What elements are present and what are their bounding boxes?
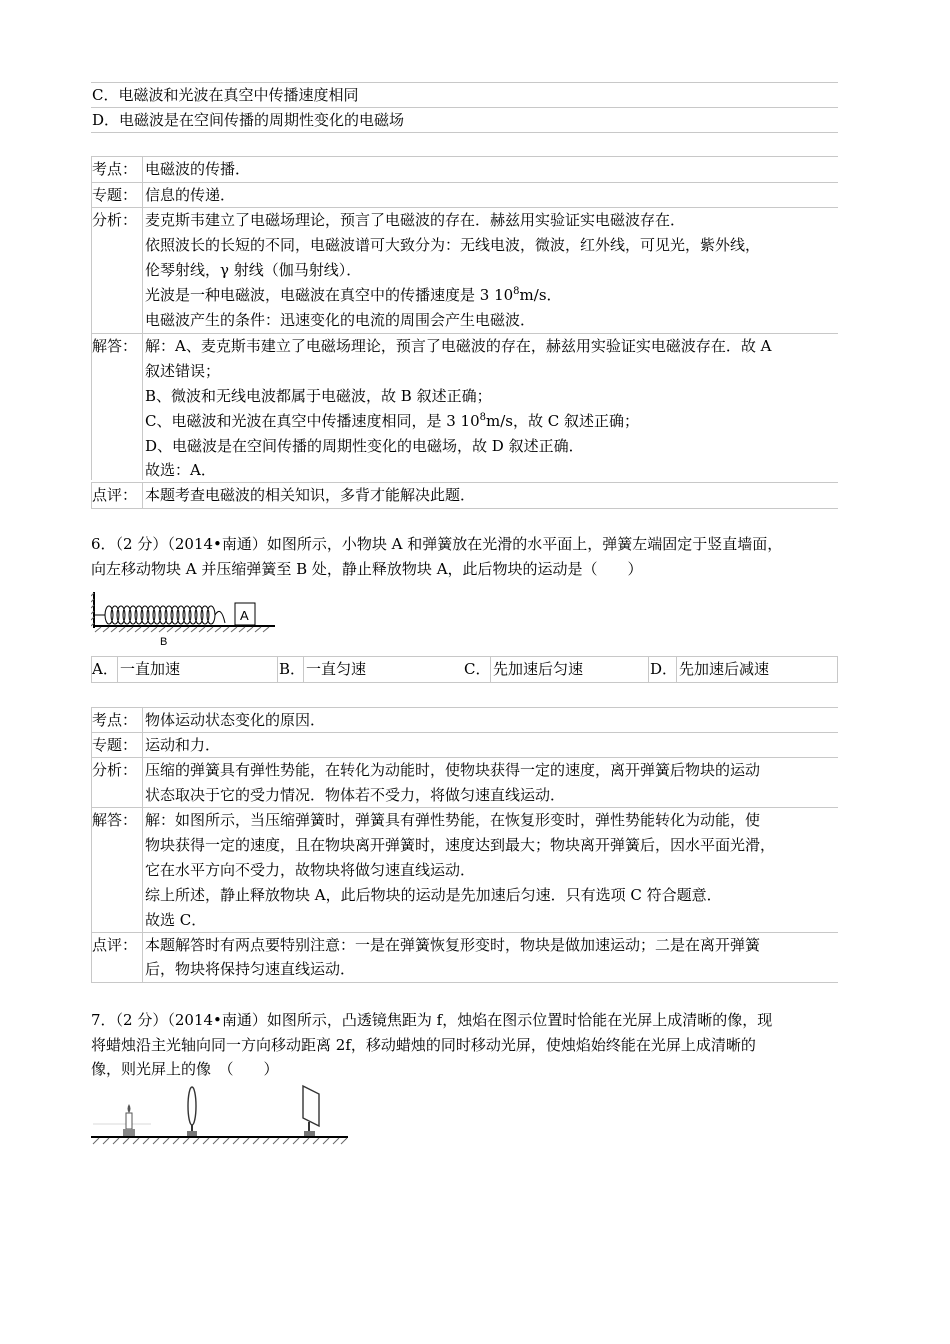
jieda-speed-unit: m/s，故 C 叙述正确； <box>486 412 640 430</box>
dianping-line: 本题解答时有两点要特别注意：一是在弹簧恢复形变时，物块是做加速运动；二是在离开弹簧 <box>145 936 761 954</box>
kaodian-label: 考点： <box>92 711 138 729</box>
kaodian-label: 考点： <box>92 160 138 178</box>
jieda-line: 解：如图所示，当压缩弹簧时，弹簧具有弹性势能，在恢复形变时，弹性势能转化为动能，使 <box>145 811 761 829</box>
jieda-line: D、电磁波是在空间传播的周期性变化的电磁场，故 D 叙述正确． <box>145 437 584 455</box>
jieda-line: 解：A、麦克斯韦建立了电磁场理论，预言了电磁波的存在，赫兹用实验证实电磁波存在．故 A <box>145 337 772 355</box>
jieda-line <box>145 409 639 433</box>
fenxi-line: 电磁波产生的条件：迅速变化的电流的周围会产生电磁波． <box>145 311 536 329</box>
q7-stem: 7．（2 分）（2014•南通）如图所示，凸透镜焦距为 f，烛焰在图示位置时恰能在光屏上成清晰的像，现 <box>91 1011 773 1029</box>
q7-stem: 像，则光屏上的像 （ ） <box>91 1060 279 1078</box>
fenxi-speed-unit: m/s． <box>519 286 562 304</box>
kaodian-text: 物体运动状态变化的原因． <box>145 711 326 729</box>
jieda-label: 解答： <box>92 337 138 355</box>
zhuanti-text: 运动和力． <box>145 736 221 754</box>
jieda-line: 故选 C． <box>145 911 207 929</box>
fenxi-line: 依照波长的长短的不同，电磁波谱可大致分为：无线电波，微波，红外线，可见光，紫外线， <box>145 236 761 254</box>
q7-stem: 将蜡烛沿主光轴向同一方向移动距离 2f，移动蜡烛的同时移动光屏，使烛焰始终能在光屏上成清晰的 <box>91 1036 756 1054</box>
fenxi-line: 麦克斯韦建立了电磁场理论，预言了电磁波的存在．赫兹用实验证实电磁波存在． <box>145 211 686 229</box>
convex-lens <box>187 1087 197 1136</box>
jieda-speed-text: C、电磁波和光波在真空中传播速度相同，是 3 10 <box>145 412 480 430</box>
q6-stem: 向左移动物块 A 并压缩弹簧至 B 处，静止释放物块 A，此后物块的运动是（ ） <box>91 560 643 578</box>
fenxi-line: 压缩的弹簧具有弹性势能，在转化为动能时，使物块获得一定的速度，离开弹簧后物块的运动 <box>145 761 761 779</box>
exponent: 8 <box>479 412 487 423</box>
dianping-label: 点评： <box>92 486 138 504</box>
jieda-label: 解答： <box>92 811 138 829</box>
fenxi-label: 分析： <box>92 761 138 779</box>
fenxi-speed-text: 光波是一种电磁波，电磁波在真空中的传播速度是 3 10 <box>145 286 514 304</box>
option-c-letter[interactable]: C． <box>464 660 491 678</box>
point-b-label: B <box>160 636 168 648</box>
block-label: A <box>240 608 249 623</box>
dianping-text: 本题考查电磁波的相关知识，多背才能解决此题． <box>145 486 476 504</box>
zhuanti-label: 专题： <box>92 736 138 754</box>
jieda-line: 物块获得一定的速度，且在物块离开弹簧时，速度达到最大；物块离开弹簧后，因水平面光滑， <box>145 836 776 854</box>
zhuanti-label: 专题： <box>92 186 138 204</box>
option-a-text[interactable]: 一直加速 <box>120 660 181 678</box>
exponent: 8 <box>513 286 520 297</box>
spring-diagram <box>91 590 281 650</box>
jieda-line: 它在水平方向不受力，故物块将做匀速直线运动． <box>145 861 476 879</box>
option-b-text[interactable]: 一直匀速 <box>306 660 367 678</box>
fenxi-line <box>145 283 562 307</box>
option-a-letter[interactable]: A． <box>92 660 118 678</box>
jieda-line: 叙述错误； <box>145 362 221 380</box>
light-screen <box>303 1086 319 1136</box>
spring-block-figure <box>91 590 281 650</box>
option-d: D．电磁波是在空间传播的周期性变化的电磁场 <box>92 111 405 129</box>
option-c-text[interactable]: 先加速后匀速 <box>493 660 584 678</box>
fenxi-line: 状态取决于它的受力情况．物体若不受力，将做匀速直线运动． <box>145 786 566 804</box>
dianping-line: 后，物块将保持匀速直线运动． <box>145 960 356 978</box>
zhuanti-text: 信息的传递． <box>145 186 236 204</box>
jieda-line: 综上所述，静止释放物块 A，此后物块的运动是先加速后匀速．只有选项 C 符合题意． <box>145 886 722 904</box>
kaodian-text: 电磁波的传播． <box>145 160 251 178</box>
option-c: C．电磁波和光波在真空中传播速度相同 <box>92 86 359 104</box>
q6-stem: 6．（2 分）（2014•南通）如图所示，小物块 A 和弹簧放在光滑的水平面上，弹簧左端固定于竖直墙面， <box>91 535 783 553</box>
option-b-letter[interactable]: B． <box>279 660 306 678</box>
option-d-letter[interactable]: D． <box>650 660 678 678</box>
jieda-line: 故选：A． <box>145 461 216 479</box>
optics-figure <box>91 1082 351 1146</box>
jieda-line: B、微波和无线电波都属于电磁波，故 B 叙述正确； <box>145 387 492 405</box>
option-d-text[interactable]: 先加速后减速 <box>679 660 770 678</box>
dianping-label: 点评： <box>92 936 138 954</box>
fenxi-label: 分析： <box>92 211 138 229</box>
candle <box>123 1104 135 1136</box>
optics-diagram <box>91 1082 351 1146</box>
fenxi-line: 伦琴射线，γ 射线（伽马射线）． <box>145 261 362 279</box>
